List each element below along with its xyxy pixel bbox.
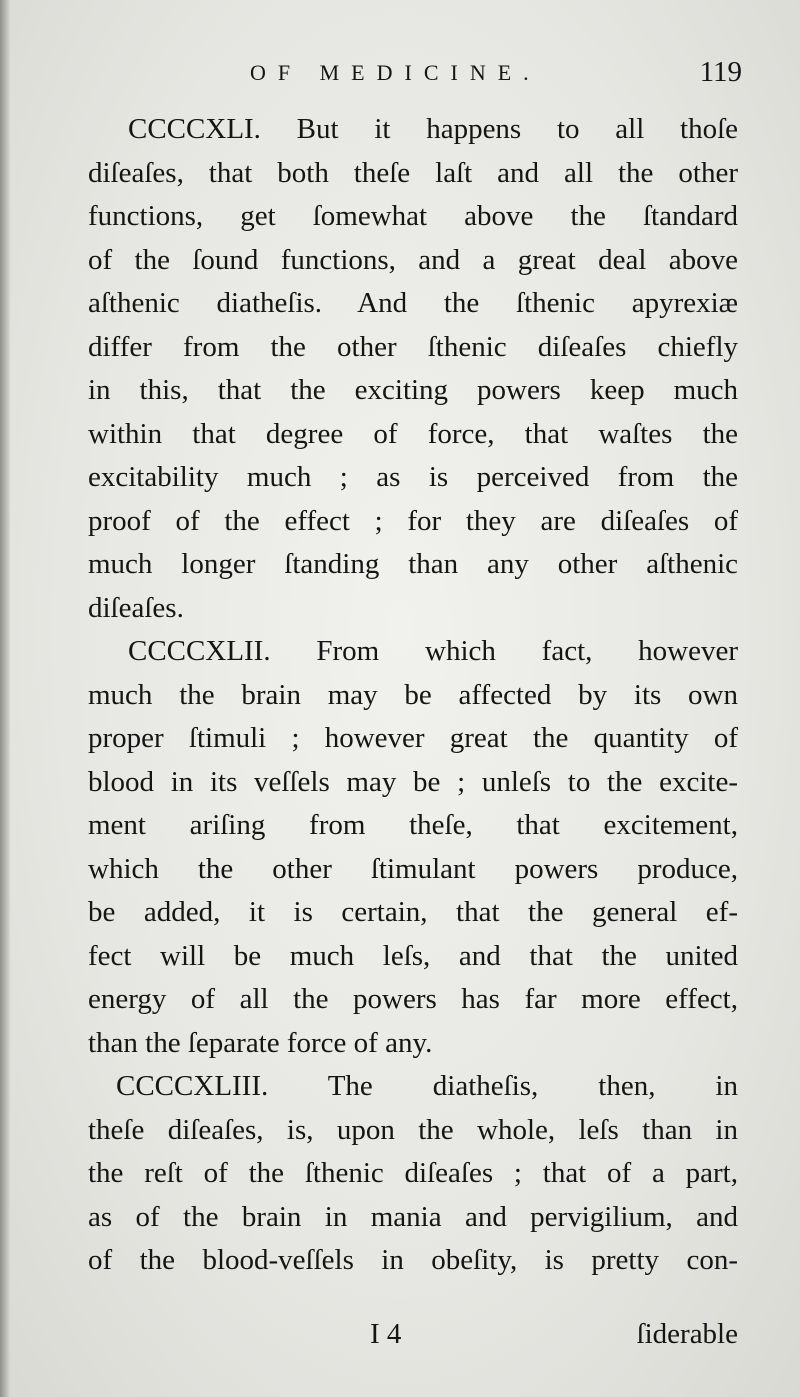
text-line: excitability much ; as is perceived from the — [88, 461, 738, 493]
running-title: OF MEDICINE. — [250, 60, 541, 85]
text-line: blood in its veſſels may be ; unleſs to the excite- — [88, 765, 738, 798]
page-edge-shadow — [0, 0, 10, 1397]
text-line: theſe diſeaſes, is, upon the whole, leſs than in — [88, 1113, 738, 1146]
text-line: which the other ſtimulant powers produce, — [88, 852, 738, 885]
text-line: CCCCXLI. But it happens to all thoſe — [128, 113, 738, 145]
text-line: proof of the effect ; for they are diſeaſes of — [88, 504, 738, 537]
text-line: functions, get ſomewhat above the ſtandard — [88, 200, 738, 232]
text-line: of the ſound functions, and a great deal above — [88, 243, 738, 276]
paragraph-ccccxli — [88, 108, 738, 630]
text-line: energy of all the powers has far more effect, — [88, 983, 738, 1015]
text-line: of the blood-veſſels in obeſity, is pretty con- — [88, 1244, 738, 1276]
text-line: ment ariſing from theſe, that excitement, — [88, 809, 738, 841]
paragraph-ccccxlii — [88, 630, 738, 1065]
paragraph-ccccxliii — [88, 1065, 738, 1283]
page-header — [90, 56, 742, 96]
page-number: 119 — [699, 56, 742, 88]
body-text — [88, 108, 738, 1283]
text-line: diſeaſes. — [88, 591, 184, 624]
text-line: differ from the other ſthenic diſeaſes chiefly — [88, 330, 738, 363]
text-line: be added, it is certain, that the general ef- — [88, 896, 738, 928]
text-line: than the ſeparate force of any. — [88, 1026, 433, 1059]
catchword: ſiderable — [636, 1318, 738, 1350]
text-line: diſeaſes, that both theſe laſt and all the other — [88, 156, 738, 189]
text-line: CCCCXLIII. The diatheſis, then, in — [116, 1070, 738, 1102]
text-line: in this, that the exciting powers keep much — [88, 374, 738, 406]
text-line: CCCCXLII. From which fact, however — [128, 635, 738, 667]
page-footer — [88, 1318, 738, 1362]
text-line: within that degree of force, that waſtes the — [88, 417, 738, 450]
text-line: much the brain may be affected by its own — [88, 678, 738, 711]
text-line: proper ſtimuli ; however great the quantity of — [88, 722, 738, 754]
text-line: fect will be much leſs, and that the united — [88, 939, 738, 972]
text-line: aſthenic diatheſis. And the ſthenic apyrexiæ — [88, 287, 738, 319]
text-line: as of the brain in mania and pervigilium, and — [88, 1200, 738, 1233]
text-line: much longer ſtanding than any other aſthenic — [88, 548, 738, 580]
text-line: the reſt of the ſthenic diſeaſes ; that of a part, — [88, 1157, 738, 1189]
signature-mark: I 4 — [370, 1318, 402, 1350]
